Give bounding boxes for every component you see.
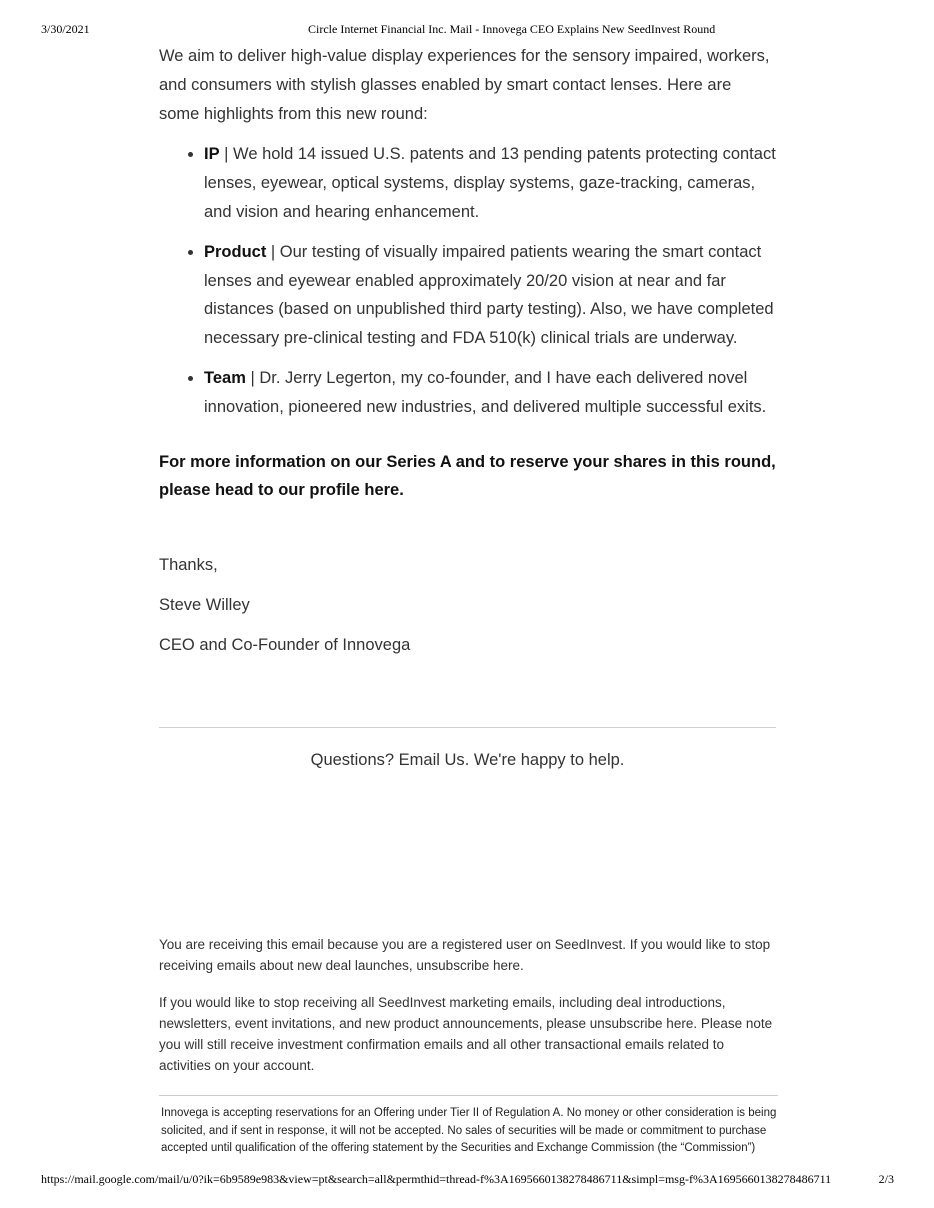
print-title: Circle Internet Financial Inc. Mail - Innovega CEO Explains New SeedInvest Round: [308, 22, 716, 36]
highlights-list: [159, 140, 776, 421]
questions-pre: Questions?: [310, 751, 399, 769]
print-header: [41, 22, 894, 38]
legal2-text: If you would like to stop receiving all SeedInvest marketing emails, including deal introductions, newsletters, event invitations, and new product announcements, please: [159, 995, 726, 1031]
legal1-end: .: [519, 958, 524, 973]
cta-end: .: [399, 481, 404, 500]
profile-link[interactable]: profile here: [309, 481, 400, 500]
page-number: 2/3: [878, 1172, 894, 1186]
print-url: https://mail.google.com/mail/u/0?ik=6b9589e983&view=pt&search=all&permthid=thread-f%3A1695660138278486711&simpl=msg-f%3A1695660138278486711: [41, 1172, 832, 1186]
signer-role: CEO and Co-Founder of Innovega: [159, 636, 411, 655]
print-date: 3/30/2021: [41, 22, 90, 36]
list-item: [204, 364, 776, 422]
print-footer: [41, 1172, 894, 1188]
legal2-end: . Please note you will still receive investment confirmation emails and all other transactional emails related to activities on your account.: [159, 1016, 773, 1073]
highlight-label: Product: [204, 242, 267, 261]
offering-disclaimer: Innovega is accepting reservations for an Offering under Tier II of Regulation A. No money or other consideration is being solicited, and if sent in response, it will not be accepted. No sales of securities will be made or commitment to purchase accepted until qualification of the offering statement by the Securities and Exchange Commission (the “Commission”): [161, 1107, 777, 1154]
signer-name: Steve Willey: [159, 596, 250, 615]
intro-paragraph: We aim to deliver high-value display experiences for the sensory impaired, workers, and consumers with stylish glasses enabled by smart contact lenses. Here are some highlights from this new round:: [159, 47, 770, 123]
highlight-text: | Our testing of visually impaired patients wearing the smart contact lenses and eyewear enabled approximately 20/20 vision at near and far distances (based on unpublished third party testing). Also, we have completed necessary pre-clinical testing and FDA 510(k) clinical trials are underway.: [204, 242, 774, 348]
highlight-text: | Dr. Jerry Legerton, my co-founder, and I have each delivered novel innovation, pioneered new industries, and delivered multiple successful exits.: [204, 368, 767, 416]
legal1-text: You are receiving this email because you are a registered user on SeedInvest. If you would like to stop receiving emails about new deal launches,: [159, 937, 771, 973]
legal-deal-launches: [159, 934, 776, 976]
disclaimer-divider: [159, 1095, 778, 1096]
footer-divider: [159, 727, 776, 728]
cta-text: For more information on our Series A and to reserve your shares in this round, please head to our: [159, 452, 776, 500]
unsubscribe-deals-link[interactable]: unsubscribe here: [416, 958, 520, 973]
cta-paragraph: [159, 448, 776, 506]
legal-marketing: [159, 992, 776, 1076]
questions-line: [159, 751, 776, 770]
unsubscribe-all-link[interactable]: unsubscribe here: [589, 1016, 694, 1031]
email-body: [159, 42, 776, 655]
questions-post: . We're happy to help.: [464, 751, 625, 769]
sign-off-thanks: Thanks,: [159, 556, 218, 575]
list-item: [204, 140, 776, 226]
email-us-link[interactable]: Email Us: [398, 751, 465, 769]
list-item: [204, 238, 776, 353]
highlight-label: IP: [204, 145, 220, 164]
highlight-text: | We hold 14 issued U.S. patents and 13 pending patents protecting contact lenses, eyewear, optical systems, display systems, gaze-tracking, cameras, and vision and hearing enhancement.: [204, 145, 776, 221]
highlight-label: Team: [204, 368, 246, 387]
